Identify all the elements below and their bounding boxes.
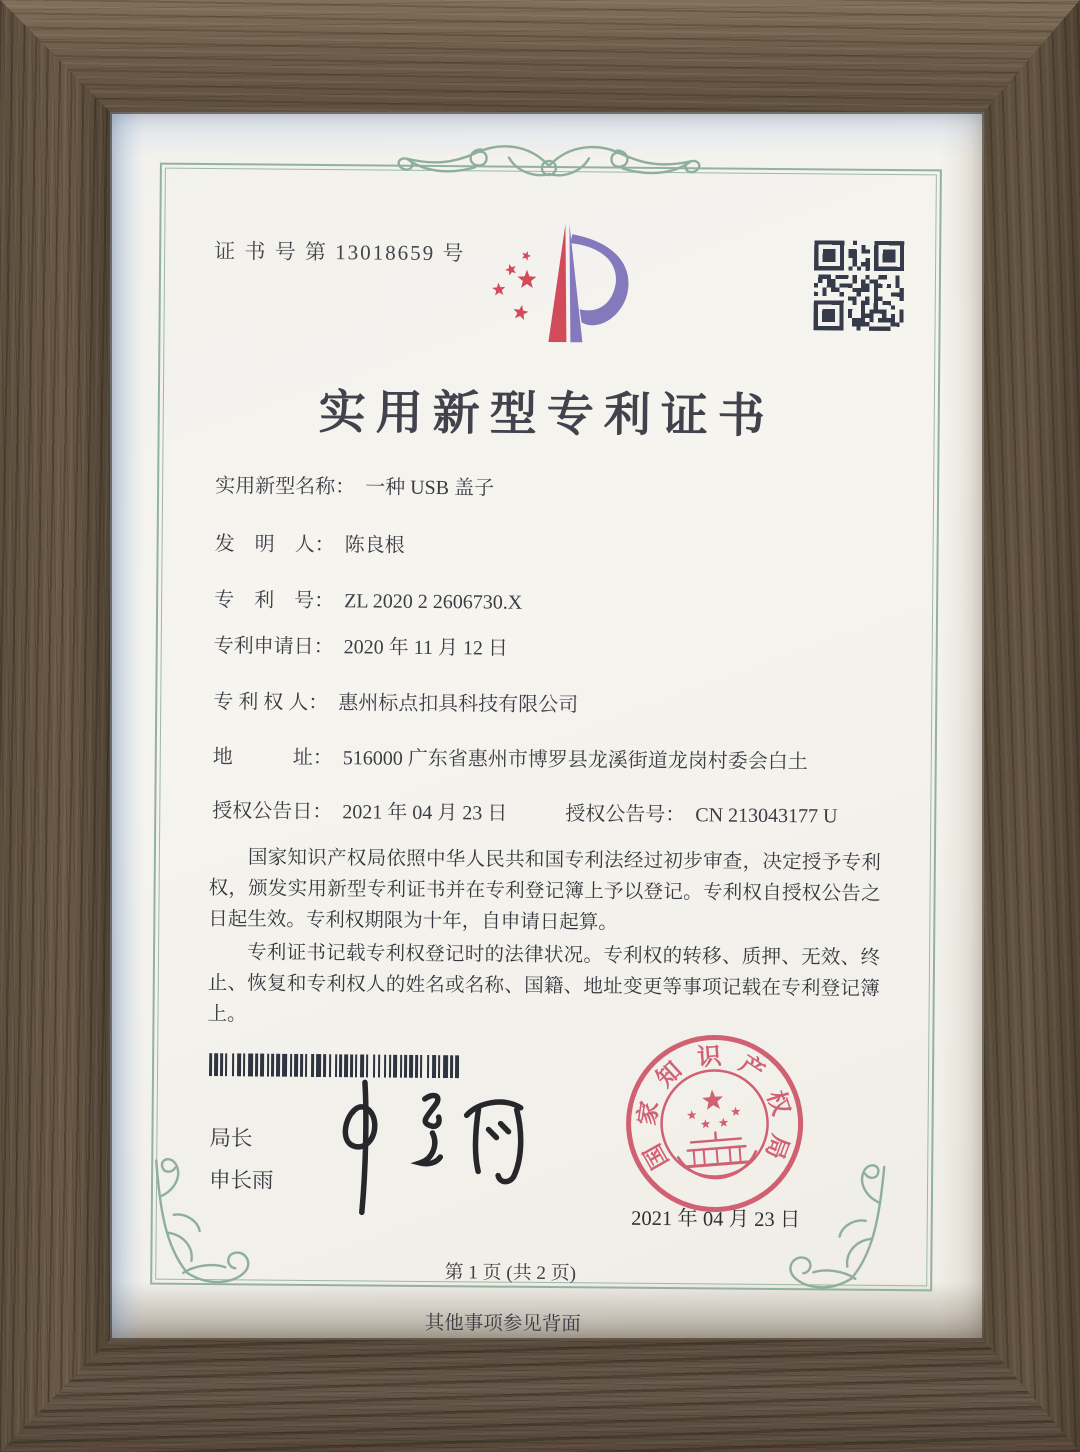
official-seal xyxy=(619,1028,811,1220)
field-value: 陈良根 xyxy=(344,534,405,557)
legal-paragraph-1: 国家知识产权局依照中华人民共和国专利法经过初步审查，决定授予专利权，颁发实用新型专利证书并在专利登记簿上予以登记。专利权自授权公告之日起生效。专利权期限为十年，自申请日起算。 xyxy=(208,847,881,934)
picture-frame-bottom xyxy=(0,1340,1080,1452)
grant-no-label: 授权公告号： xyxy=(565,803,686,827)
svg-text:国: 国 xyxy=(639,1139,675,1173)
legal-text-block xyxy=(207,842,881,1038)
certificate-title: 实用新型专利证书 xyxy=(318,386,775,443)
field-row-inventor xyxy=(215,527,405,558)
field-label: 专 利 号： xyxy=(214,589,335,613)
field-row-patent-no xyxy=(214,583,522,615)
certificate-paper xyxy=(110,112,984,1340)
director-signature xyxy=(328,1070,539,1222)
field-row-patentee xyxy=(213,685,578,717)
cnipa-logo-icon xyxy=(465,219,636,360)
svg-text:产: 产 xyxy=(734,1051,769,1087)
field-value: 2020 年 11 月 12 日 xyxy=(343,636,509,660)
grant-no-value: CN 213043177 U xyxy=(695,804,838,828)
field-label: 专 利 权 人： xyxy=(213,691,329,715)
field-row-grant xyxy=(212,794,837,828)
field-label: 实用新型名称： xyxy=(215,475,356,499)
qr-code xyxy=(814,240,905,331)
svg-text:识: 识 xyxy=(696,1043,723,1072)
field-value: 惠州标点扣具科技有限公司 xyxy=(338,692,579,717)
grant-date-label: 授权公告日： xyxy=(212,800,333,824)
seal-date: 2021 年 04 月 23 日 xyxy=(631,1207,801,1232)
legal-paragraph-2: 专利证书记载专利权登记时的法律状况。专利权的转移、质押、无效、终止、恢复和专利权人的姓名或名称、国籍、地址变更等事项记载在专利登记簿上。 xyxy=(207,942,881,1026)
field-row-filing-date xyxy=(214,629,509,661)
field-value: ZL 2020 2 2606730.X xyxy=(344,590,523,614)
field-label: 专利申请日： xyxy=(213,635,334,659)
picture-frame-left xyxy=(0,0,110,1452)
svg-text:权: 权 xyxy=(761,1087,794,1119)
grant-date-value: 2021 年 04 月 23 日 xyxy=(342,801,508,825)
certificate-print-layer xyxy=(105,108,990,1344)
director-name: 申长雨 xyxy=(208,1168,274,1193)
svg-text:知: 知 xyxy=(652,1057,688,1093)
svg-text:局: 局 xyxy=(760,1130,793,1163)
picture-frame-right xyxy=(984,0,1080,1452)
director-title: 局长 xyxy=(209,1126,253,1151)
svg-text:家: 家 xyxy=(634,1099,665,1128)
picture-frame-top xyxy=(0,0,1080,112)
top-scroll-ornament xyxy=(389,131,710,194)
field-row-name xyxy=(215,469,494,500)
field-row-address xyxy=(213,740,808,774)
field-value: 一种 USB 盖子 xyxy=(365,476,495,500)
page-number: 第 1 页 (共 2 页) xyxy=(444,1262,577,1285)
certificate-number: 证 书 号 第 13018659 号 xyxy=(214,239,466,266)
field-value: 516000 广东省惠州市博罗县龙溪街道龙岗村委会白土 xyxy=(342,747,808,774)
field-label: 地 址： xyxy=(212,746,333,770)
field-label: 发 明 人： xyxy=(214,533,335,557)
footer-note: 其他事项参见背面 xyxy=(424,1312,581,1336)
